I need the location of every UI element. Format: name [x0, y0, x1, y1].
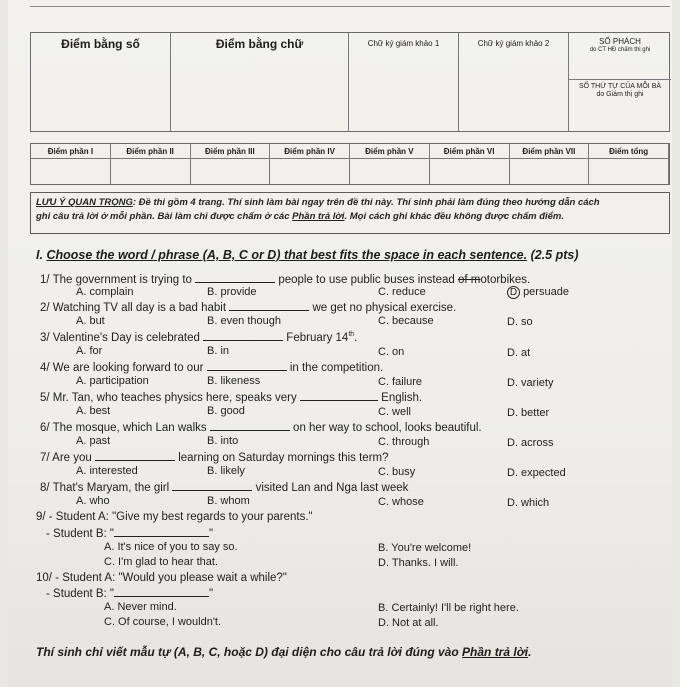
q1-text-c: otorbikes.: [480, 274, 531, 286]
q6-text-a: 6/ The mosque, which Lan walks: [40, 422, 207, 434]
q9-blank: [114, 526, 209, 537]
q1-option-d: [507, 286, 569, 299]
question-4: [40, 360, 383, 374]
q10-student-b: [46, 586, 213, 600]
question-8: [40, 480, 408, 494]
q3-option-a: A. for: [76, 345, 103, 357]
q2-option-d: D. so: [507, 316, 533, 328]
q6-blank: [210, 420, 290, 431]
examiner1-label: Chữ ký giám khảo 1: [367, 39, 440, 48]
q7-blank: [95, 450, 175, 461]
q10-b-text: - Student B: ": [46, 588, 115, 600]
q3-text-b: February 14: [286, 332, 349, 344]
q5-text-a: 5/ Mr. Tan, who teaches physics here, speaks very: [40, 392, 297, 404]
q3-option-c: C. on: [378, 346, 405, 358]
footer-text-c: .: [528, 645, 532, 659]
q6-option-b: B. into: [207, 435, 239, 447]
q6-text-b: on her way to school, looks beautiful.: [293, 422, 482, 434]
question-6: [40, 420, 482, 434]
q3-text-c: .: [354, 332, 358, 344]
notice-line1: : Đề thi gồm 4 trang. Thí sinh làm bài ngay trên đề thi này. Thí sinh phải làm đúng theo hướng dẫn cách: [132, 197, 600, 208]
q2-option-b: B. even though: [207, 315, 282, 327]
q2-option-c: C. because: [378, 315, 434, 327]
top-border-line: [30, 6, 670, 7]
question-10: 10/ - Student A: "Would you please wait a while?": [36, 572, 287, 584]
q7-text-b: learning on Saturday mornings this term?: [178, 452, 389, 464]
notice-line2a: ghi câu trả lời ở mỗi phần. Bài làm chỉ được chấm ở các: [36, 211, 293, 222]
q9-b-end: ": [209, 528, 214, 540]
q4-option-d: D. variety: [507, 377, 554, 389]
question-7: [40, 450, 389, 464]
examiner2-label: Chữ ký giám khảo 2: [477, 39, 550, 48]
part-cell: Điểm phần IV: [270, 144, 350, 184]
q1-option-b: B. provide: [207, 286, 257, 298]
q9-option-d: D. Thanks. I will.: [378, 557, 459, 569]
q8-blank: [172, 480, 252, 491]
examiner2-cell: [459, 33, 569, 131]
q6-option-a: A. past: [76, 435, 111, 447]
q7-option-c: C. busy: [378, 466, 416, 478]
section-number: I.: [36, 248, 43, 262]
q5-blank: [300, 390, 378, 401]
score-words-cell: [171, 33, 349, 131]
order-title: SỐ THỨ TỰ CỦA MỖI BÀ: [578, 83, 662, 90]
parts-divider: [31, 158, 669, 159]
q4-option-b: B. likeness: [207, 375, 261, 387]
section-instruction: Choose the word / phrase (A, B, C or D) that best fits the space in each sentence.: [46, 248, 528, 262]
notice-line2b: Phần trả lời: [292, 211, 345, 222]
q5-option-a: A. best: [76, 405, 111, 417]
q1-blank: [195, 272, 275, 283]
q2-blank: [229, 300, 309, 311]
q9-b-text: - Student B: ": [46, 528, 115, 540]
section-points: (2.5 pts): [530, 248, 579, 262]
q6-option-d: D. across: [507, 437, 554, 449]
q1-option-c: C. reduce: [378, 286, 426, 298]
q7-option-a: A. interested: [76, 465, 138, 477]
order-sub: do Giám thị ghi: [596, 91, 644, 98]
q2-text-b: we get no physical exercise.: [312, 302, 457, 314]
examiner1-cell: [349, 33, 459, 131]
score-number-cell: [31, 33, 171, 131]
q10-blank: [114, 586, 209, 597]
q8-option-a: A. who: [76, 495, 110, 507]
part-cell: Điểm phần III: [191, 144, 271, 184]
q3-option-b: B. in: [207, 345, 230, 357]
q9-student-b: [46, 526, 213, 540]
score-table: [30, 32, 670, 132]
q8-text-a: 8/ That's Maryam, the girl: [40, 482, 170, 494]
part-cell: Điểm phần V: [350, 144, 430, 184]
phach-title: SỐ PHÁCH: [599, 37, 641, 46]
q5-option-d: D. better: [507, 407, 550, 419]
q7-option-d: D. expected: [507, 467, 566, 479]
footer-instruction: [36, 645, 531, 659]
q5-option-c: C. well: [378, 406, 412, 418]
q3-text-a: 3/ Valentine's Day is celebrated: [40, 332, 200, 344]
score-number-label: Điểm bằng số: [61, 37, 140, 51]
score-words-label: Điểm bằng chữ: [215, 37, 304, 51]
phach-block: [569, 37, 671, 55]
part-cell: Điểm phần VI: [430, 144, 510, 184]
q4-option-a: A. participation: [76, 375, 149, 387]
q9-option-c: C. I'm glad to hear that.: [104, 556, 218, 568]
q2-text-a: 2/ Watching TV all day is a bad habit: [40, 302, 227, 314]
q3-option-d: D. at: [507, 347, 531, 359]
part-cell: Điểm phần II: [111, 144, 191, 184]
q2-option-a: A. but: [76, 315, 105, 327]
q4-blank: [207, 360, 287, 371]
q3-sup: th: [348, 331, 355, 339]
q8-option-c: C. whose: [378, 496, 424, 508]
q6-option-c: C. through: [378, 436, 430, 448]
q4-text-b: in the competition.: [289, 362, 384, 374]
part-cell: Điểm phần VII: [510, 144, 590, 184]
q3-blank: [203, 330, 283, 341]
q10-option-a: A. Never mind.: [104, 601, 177, 613]
q10-b-end: ": [209, 588, 214, 600]
section-title: [36, 248, 579, 262]
phach-cell: [569, 33, 671, 131]
q8-option-d: D. which: [507, 497, 550, 509]
q10-option-d: D. Not at all.: [378, 617, 439, 629]
question-5: [40, 390, 422, 404]
q1-option-a: A. complain: [76, 286, 134, 298]
notice-line2c: . Mọi cách ghi khác đều không được chấm điểm.: [344, 211, 565, 222]
q5-option-b: B. good: [207, 405, 245, 417]
phach-sub: do CT HĐ chấm thi ghi: [589, 47, 651, 53]
total-cell: Điểm tổng: [589, 144, 669, 184]
q1-circled-d: D: [507, 286, 520, 299]
question-9: 9/ - Student A: "Give my best regards to your parents.": [36, 511, 313, 523]
q8-option-b: B. whom: [207, 495, 250, 507]
q10-option-b: B. Certainly! I'll be right here.: [378, 602, 519, 614]
footer-text-b: Phần trả lời: [462, 645, 529, 659]
q5-text-b: English.: [381, 392, 423, 404]
q7-option-b: B. likely: [207, 465, 245, 477]
q4-option-c: C. failure: [378, 376, 423, 388]
q1-strike: of m: [457, 274, 481, 286]
notice-lead: LƯU Ý QUAN TRỌNG: [36, 197, 133, 208]
q10-option-c: C. Of course, I wouldn't.: [104, 616, 222, 628]
question-1: [40, 272, 530, 286]
q8-text-b: visited Lan and Nga last week: [255, 482, 409, 494]
q1-text-a: 1/ The government is trying to: [40, 274, 192, 286]
q9-option-a: A. It's nice of you to say so.: [104, 541, 238, 553]
q4-text-a: 4/ We are looking forward to our: [40, 362, 204, 374]
important-notice: [30, 192, 670, 234]
q7-text-a: 7/ Are you: [40, 452, 92, 464]
parts-score-table: [30, 143, 670, 185]
footer-text-a: Thí sinh chỉ viết mẫu tự (A, B, C, hoặc D) đại diện cho câu trả lời đúng vào: [36, 645, 463, 659]
question-3: [40, 330, 357, 344]
order-block: [569, 79, 671, 99]
question-2: [40, 300, 456, 314]
part-cell: Điểm phần I: [31, 144, 111, 184]
q9-option-b: B. You're welcome!: [378, 542, 472, 554]
q1-option-d-text: persuade: [523, 286, 569, 298]
q1-text-b: people to use public buses instead: [278, 274, 458, 286]
